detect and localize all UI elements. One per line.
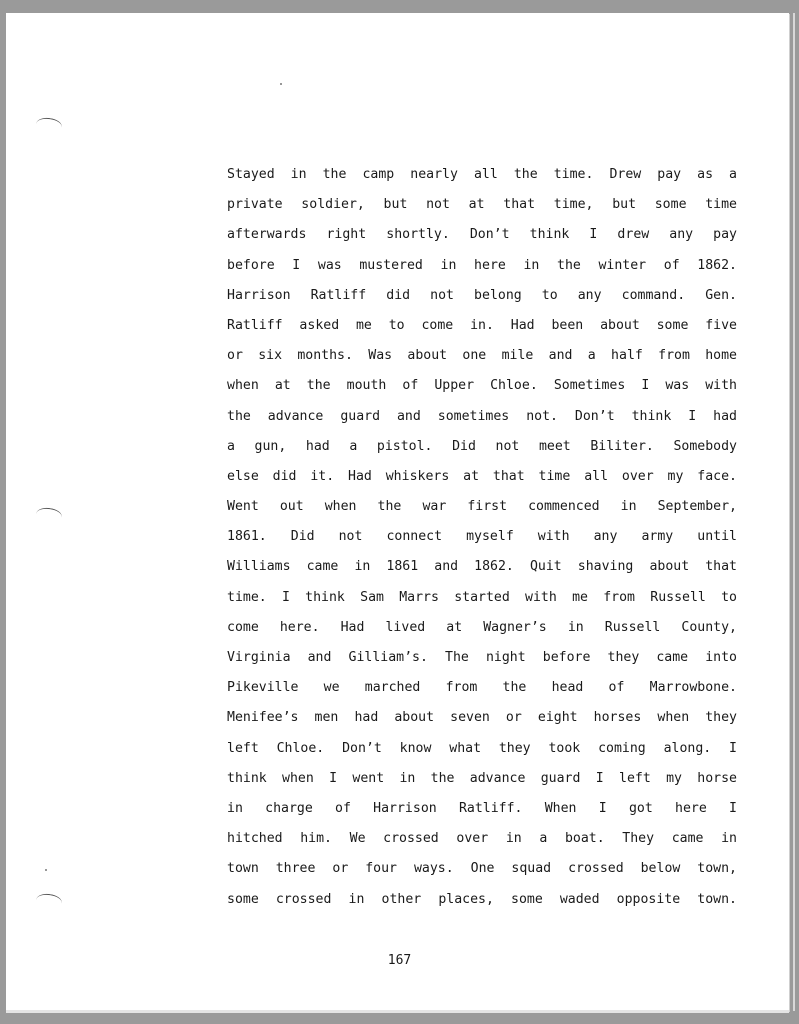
text-line: some crossed in other places, some waded opposite town. <box>227 891 737 907</box>
text-line: 1861. Did not connect myself with any army until <box>227 529 737 545</box>
text-line: Pikeville we marched from the head of Marrowbone. <box>227 680 737 696</box>
text-line: think when I went in the advance guard I left my horse <box>227 770 737 786</box>
text-line: Harrison Ratliff did not belong to any command. Gen. <box>227 287 737 303</box>
text-line: time. I think Sam Marrs started with me from Russell to <box>227 589 737 605</box>
text-line: the advance guard and sometimes not. Don’t think I had <box>227 408 737 424</box>
text-line: else did it. Had whiskers at that time all over my face. <box>227 468 737 484</box>
text-line: a gun, had a pistol. Did not meet Biliter. Somebody <box>227 438 737 454</box>
page-edge-bottom <box>6 1010 789 1013</box>
text-line: Stayed in the camp nearly all the time. Drew pay as a <box>227 167 737 182</box>
text-line: come here. Had lived at Wagner’s in Russell County, <box>227 619 737 635</box>
text-line: Virginia and Gilliam’s. The night before they came into <box>227 650 737 665</box>
text-line: when at the mouth of Upper Chloe. Sometimes I was with <box>227 378 737 394</box>
text-line: before I was mustered in here in the winter of 1862. <box>227 257 737 273</box>
page-number: 167 <box>387 953 412 968</box>
text-line: hitched him. We crossed over in a boat. They came in <box>227 831 737 847</box>
text-line: town three or four ways. One squad crossed below town, <box>227 861 737 877</box>
text-line: Williams came in 1861 and 1862. Quit shaving about that <box>227 559 737 575</box>
page-edge-right <box>793 13 795 1011</box>
text-line: Menifee’s men had about seven or eight horses when they <box>227 710 737 726</box>
body-text <box>227 160 737 915</box>
text-line: or six months. Was about one mile and a half from home <box>227 348 737 364</box>
text-line: left Chloe. Don’t know what they took coming along. I <box>227 740 737 756</box>
text-line: in charge of Harrison Ratliff. When I got here I <box>227 800 737 816</box>
text-line: Ratliff asked me to come in. Had been about some five <box>227 317 737 333</box>
text-line: Went out when the war first commenced in September, <box>227 499 737 515</box>
scan-speck <box>45 869 47 871</box>
text-line: private soldier, but not at that time, but some time <box>227 197 737 213</box>
text-line: afterwards right shortly. Don’t think I drew any pay <box>227 227 737 243</box>
scan-speck <box>280 83 282 85</box>
